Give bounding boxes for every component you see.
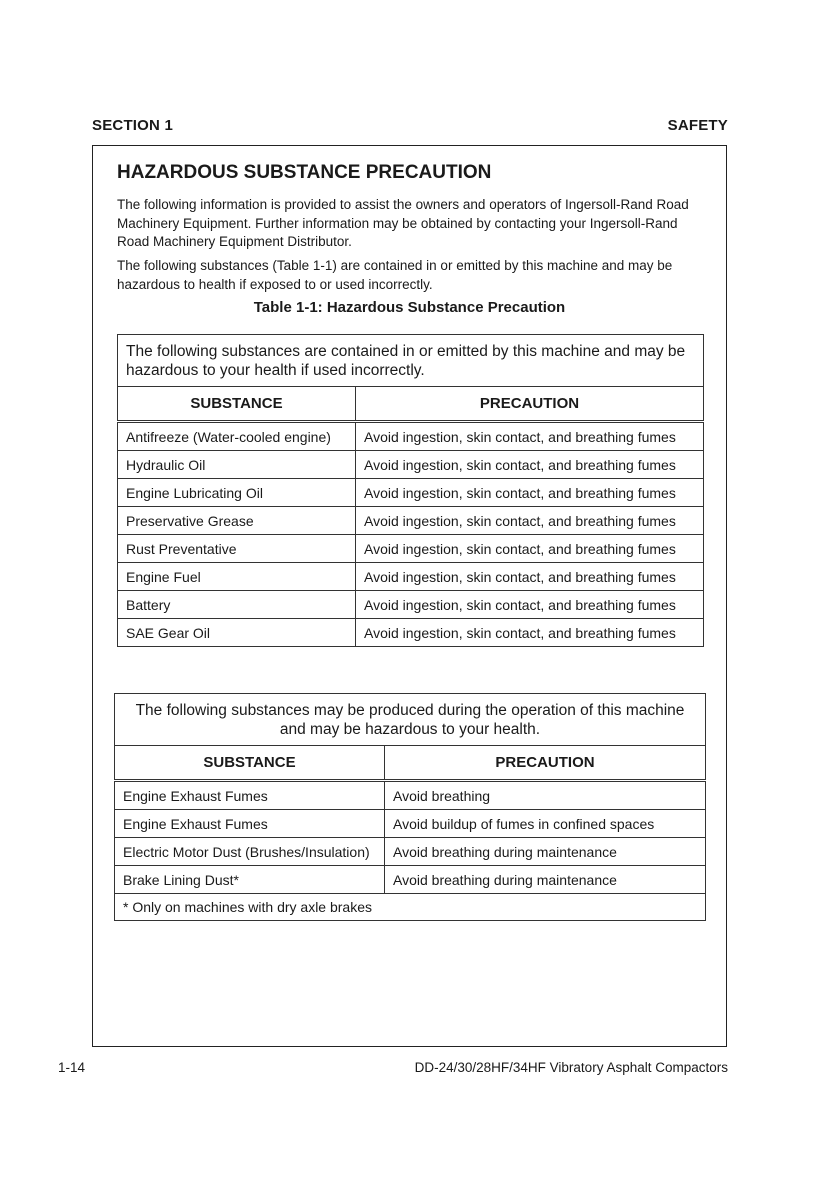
precaution-cell: Avoid ingestion, skin contact, and breathing fumes — [356, 535, 704, 563]
substances-paragraph: The following substances (Table 1-1) are contained in or emitted by this machine and may be hazardous to health if exposed to or used incorrectly. — [117, 258, 673, 292]
substance-cell: Antifreeze (Water-cooled engine) — [118, 422, 356, 451]
table-row — [118, 535, 704, 563]
content-frame — [92, 145, 727, 1047]
substance-cell: Engine Lubricating Oil — [118, 479, 356, 507]
substance-cell: Engine Exhaust Fumes — [115, 810, 385, 838]
table-row — [118, 591, 704, 619]
table-row — [118, 451, 704, 479]
precaution-cell: Avoid breathing during maintenance — [385, 866, 706, 894]
table1-precaution-header: PRECAUTION — [356, 387, 704, 422]
table2-footnote: * Only on machines with dry axle brakes — [115, 894, 706, 921]
precaution-cell: Avoid ingestion, skin contact, and breathing fumes — [356, 591, 704, 619]
substance-cell: Electric Motor Dust (Brushes/Insulation) — [115, 838, 385, 866]
precaution-cell: Avoid ingestion, skin contact, and breathing fumes — [356, 563, 704, 591]
section-label: SECTION 1 — [92, 117, 173, 134]
table-row — [115, 866, 706, 894]
table-caption: Table 1-1: Hazardous Substance Precaution — [253, 299, 566, 316]
precaution-cell: Avoid ingestion, skin contact, and breathing fumes — [356, 479, 704, 507]
precaution-cell: Avoid ingestion, skin contact, and breathing fumes — [356, 619, 704, 647]
intro-paragraph: The following information is provided to assist the owners and operators of Ingersoll-Rand Road Machinery Equipment. Further information may be obtained by contacting your Ingersoll-Rand Road Machinery Equipment Distributor. — [117, 197, 689, 249]
table-row — [118, 507, 704, 535]
category-label: SAFETY — [667, 117, 728, 134]
precaution-cell: Avoid breathing during maintenance — [385, 838, 706, 866]
page-number: 1-14 — [58, 1060, 86, 1075]
substance-cell: Engine Exhaust Fumes — [115, 781, 385, 810]
produced-substances-table — [114, 693, 706, 921]
substance-cell: Hydraulic Oil — [118, 451, 356, 479]
substance-cell: Battery — [118, 591, 356, 619]
table-row — [115, 781, 706, 810]
contained-substances-table — [117, 334, 704, 647]
substance-cell: SAE Gear Oil — [118, 619, 356, 647]
precaution-cell: Avoid buildup of fumes in confined spaces — [385, 810, 706, 838]
table1-intro: The following substances are contained in or emitted by this machine and may be hazardous to your health if used incorrectly. — [118, 335, 704, 387]
table-row — [118, 479, 704, 507]
table2-intro: The following substances may be produced during the operation of this machine and may be hazardous to your health. — [115, 694, 706, 746]
precaution-cell: Avoid ingestion, skin contact, and breathing fumes — [356, 451, 704, 479]
table-row — [118, 422, 704, 451]
table-row — [115, 838, 706, 866]
product-name: DD-24/30/28HF/34HF Vibratory Asphalt Compactors — [414, 1060, 728, 1075]
precaution-cell: Avoid breathing — [385, 781, 706, 810]
substance-cell: Brake Lining Dust* — [115, 866, 385, 894]
precaution-cell: Avoid ingestion, skin contact, and breathing fumes — [356, 422, 704, 451]
substance-cell: Engine Fuel — [118, 563, 356, 591]
table-row — [118, 563, 704, 591]
substance-cell: Preservative Grease — [118, 507, 356, 535]
substance-cell: Rust Preventative — [118, 535, 356, 563]
page-title: HAZARDOUS SUBSTANCE PRECAUTION — [117, 162, 492, 183]
table2-substance-header: SUBSTANCE — [115, 746, 385, 781]
precaution-cell: Avoid ingestion, skin contact, and breathing fumes — [356, 507, 704, 535]
table-row — [115, 810, 706, 838]
table1-substance-header: SUBSTANCE — [118, 387, 356, 422]
table2-precaution-header: PRECAUTION — [385, 746, 706, 781]
table-row — [118, 619, 704, 647]
